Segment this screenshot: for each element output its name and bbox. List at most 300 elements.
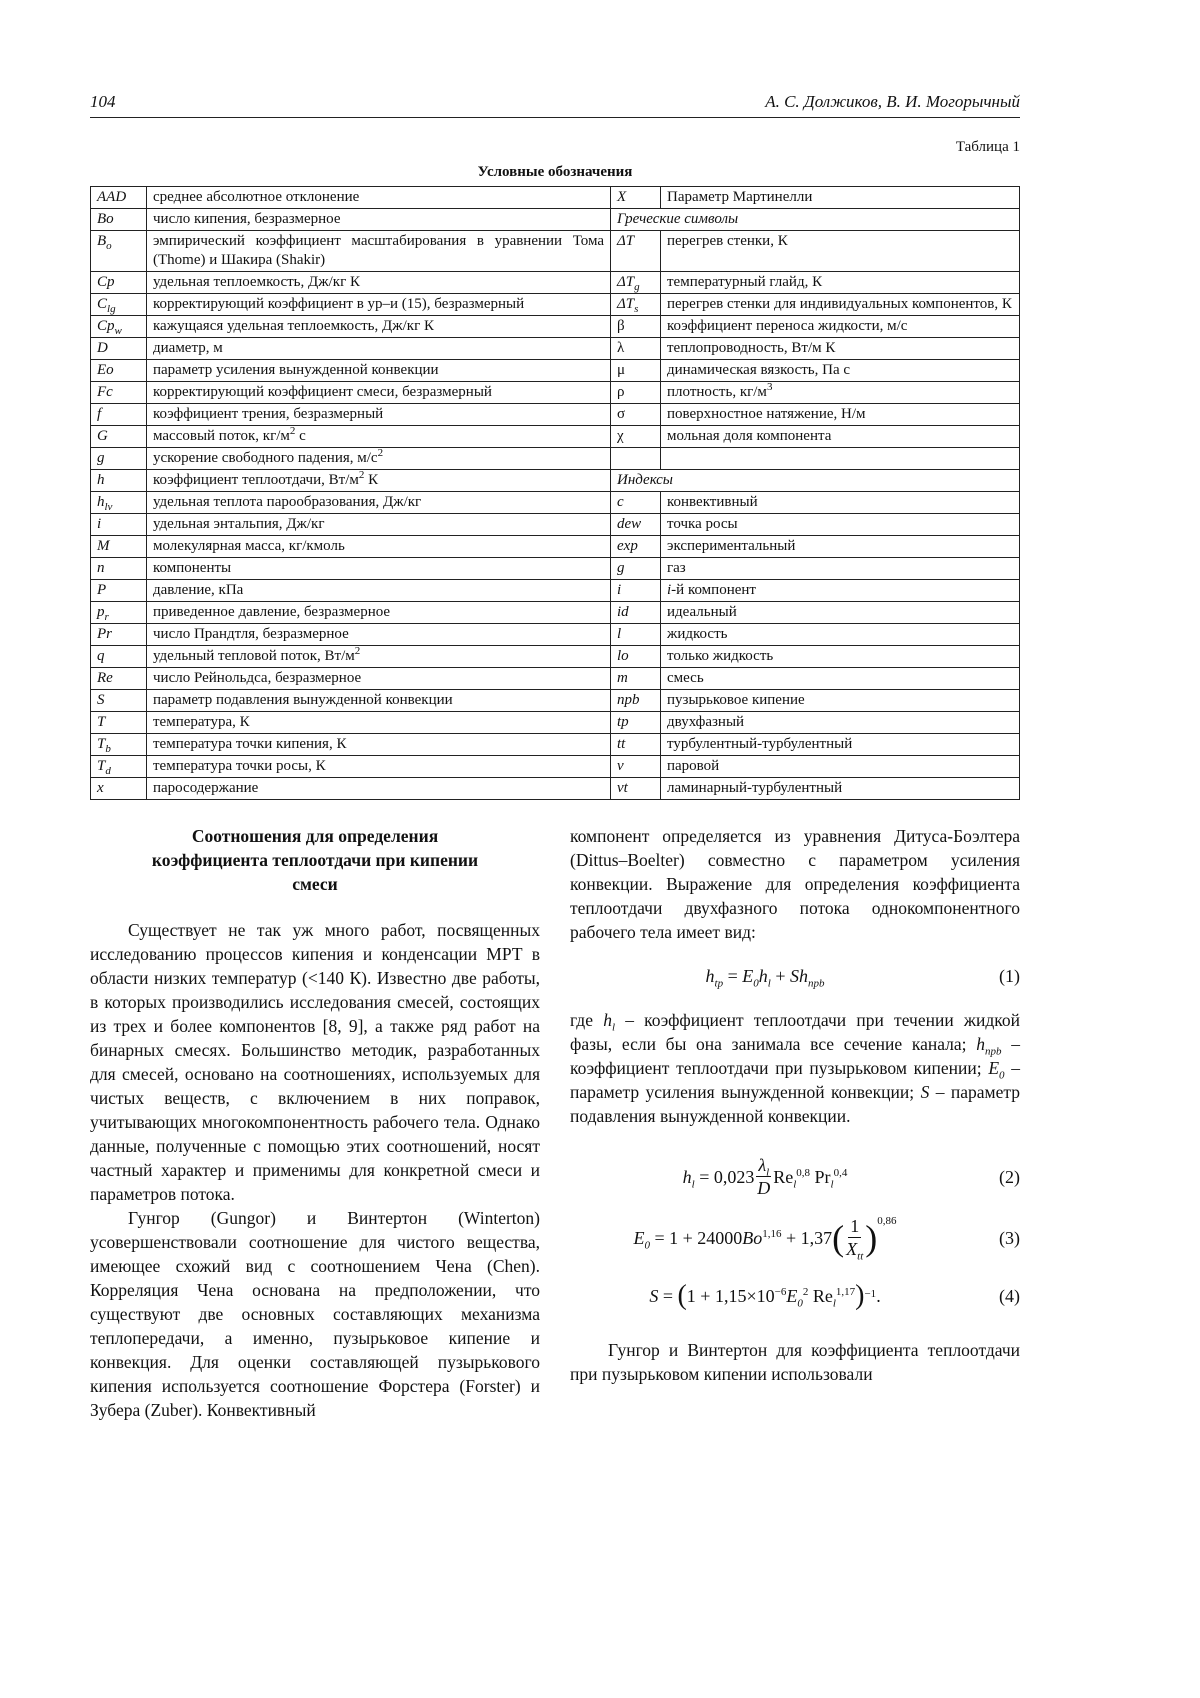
symbol-cell xyxy=(611,294,661,316)
symbol: Pr xyxy=(97,626,112,642)
equation-term xyxy=(758,1155,770,1179)
subscript: tt xyxy=(857,1250,864,1263)
description-cell xyxy=(661,404,1020,426)
symbol-cell xyxy=(91,580,147,602)
table-row xyxy=(91,360,1020,382)
symbol-cell xyxy=(611,360,661,382)
description: температура точки кипения, К xyxy=(153,736,347,752)
symbol-cell xyxy=(611,668,661,690)
description-cell xyxy=(147,558,611,580)
subscript: 0 xyxy=(753,977,759,990)
symbol: id xyxy=(617,604,629,620)
symbol: h xyxy=(758,966,768,986)
description: плотность, кг/м xyxy=(667,384,767,400)
paren: ) xyxy=(865,1217,878,1258)
symbol-cell xyxy=(91,382,147,404)
symbol-cell xyxy=(91,209,147,231)
symbol-cell xyxy=(91,712,147,734)
equation-number: (1) xyxy=(999,966,1020,986)
description: число кипения, безразмерное xyxy=(153,211,341,227)
description-cell xyxy=(661,624,1020,646)
symbol-cell xyxy=(91,360,147,382)
symbol: ( xyxy=(677,1280,687,1311)
description-cell xyxy=(147,734,611,756)
symbol: Pr xyxy=(810,1166,831,1187)
symbol: 1 xyxy=(850,1216,860,1236)
description: температура, К xyxy=(153,714,250,730)
description-suffix: К xyxy=(364,472,379,488)
symbol-cell xyxy=(611,231,661,272)
description: идеальный xyxy=(667,604,737,620)
symbol: Bo xyxy=(97,211,114,227)
symbol-subscript: w xyxy=(114,325,122,337)
symbol: h xyxy=(682,1166,692,1187)
paragraph: Гунгор (Gungor) и Винтертон (Winterton) усовершенствовали соотношение для чистого вещества, имеющее схожий вид с соотношением Чена (Chen). Корреляция Чена основана на предположении, что существуют две основных составляющих механизма теплопередачи, а именно, пузырьковое кипение и конвекция. Для оценки составляющей пузырькового кипения используется соотношение Форстера (Forster) и Зубера (Zuber). Конвективный xyxy=(90,1208,540,1420)
table-row xyxy=(91,734,1020,756)
table-row xyxy=(91,558,1020,580)
description-cell xyxy=(147,382,611,404)
symbol-cell xyxy=(91,448,147,470)
symbol-cell xyxy=(611,624,661,646)
symbol: Re xyxy=(773,1166,794,1187)
symbol-cell xyxy=(91,536,147,558)
equation-term xyxy=(773,1165,810,1189)
left-column xyxy=(90,824,540,1422)
symbol-cell xyxy=(611,756,661,778)
right-column xyxy=(570,824,1020,1386)
description: поверхностное натяжение, Н/м xyxy=(667,406,866,422)
description: коэффициент теплоотдачи, Вт/м xyxy=(153,472,359,488)
description-cell xyxy=(147,690,611,712)
symbol-cell xyxy=(611,316,661,338)
numerator xyxy=(848,1215,861,1238)
equation-term xyxy=(810,1165,847,1189)
symbol: v xyxy=(617,758,624,774)
description-cell xyxy=(147,580,611,602)
symbol: M xyxy=(97,538,110,554)
table-row xyxy=(91,514,1020,536)
description-cell xyxy=(147,316,611,338)
symbol: exp xyxy=(617,538,638,554)
symbol: ΔT xyxy=(617,296,635,312)
symbol: Eo xyxy=(97,362,114,378)
table-row xyxy=(91,602,1020,624)
description-cell xyxy=(661,668,1020,690)
symbol: m xyxy=(617,670,628,686)
exponent: −1 xyxy=(864,1288,877,1300)
subscript: 0 xyxy=(797,1297,803,1310)
superscript: 2 xyxy=(289,425,296,437)
symbol-subscript: d xyxy=(105,765,111,777)
symbol-cell xyxy=(91,404,147,426)
symbol: = 0,023 xyxy=(694,1166,755,1187)
equation-term xyxy=(706,964,724,988)
symbol: E xyxy=(786,1286,798,1306)
description-cell xyxy=(147,602,611,624)
exponent: −6 xyxy=(774,1286,787,1298)
math-subscript: 0 xyxy=(999,1069,1005,1082)
symbol-cell xyxy=(611,734,661,756)
subscript: tp xyxy=(714,977,724,990)
symbol-subscript: lg xyxy=(107,303,116,315)
exponent: 2 xyxy=(802,1286,809,1298)
symbol: Bo xyxy=(742,1227,763,1248)
symbol: tt xyxy=(617,736,626,752)
symbol: λ xyxy=(758,1155,767,1175)
table-row xyxy=(91,187,1020,209)
description: перегрев стенки для индивидуальных компонентов, К xyxy=(667,296,1012,312)
symbol: Re xyxy=(97,670,113,686)
description: перегрев стенки, К xyxy=(667,233,788,249)
paragraph: Гунгор и Винтертон для коэффициента теплоотдачи при пузырьковом кипении использовали xyxy=(570,1340,1020,1384)
description-cell xyxy=(661,492,1020,514)
description: коэффициент трения, безразмерный xyxy=(153,406,384,422)
description-suffix: с xyxy=(295,428,306,444)
equation-term xyxy=(658,1284,677,1308)
table-row xyxy=(91,668,1020,690)
description: турбулентный-турбулентный xyxy=(667,736,853,752)
equation-term xyxy=(771,964,790,988)
table-row xyxy=(91,272,1020,294)
symbol: AAD xyxy=(97,189,127,205)
symbol: 1 + 1,15×10 xyxy=(686,1286,775,1306)
symbol: g xyxy=(97,450,105,466)
symbol: x xyxy=(97,780,104,796)
symbol: h xyxy=(705,966,715,986)
paragraph-where: где $h_l$ – коэффициент теплоотдачи при течении жидкой фазы, если бы она занимала все сечение канала; $h_{npb}$ – коэффициент теплоотдачи при пузырьковом кипении; $E_0$ – параметр усиления вынужденной конвекции; S – параметр подавления вынужденной конвекции. xyxy=(570,1010,1021,1126)
symbol: l xyxy=(617,626,622,642)
symbol-cell xyxy=(91,778,147,800)
table-row xyxy=(91,690,1020,712)
description: коэффициент переноса жидкости, м/с xyxy=(667,318,908,334)
description-cell xyxy=(661,536,1020,558)
equation-3 xyxy=(570,1207,1020,1268)
equation-term xyxy=(846,1239,864,1263)
table-row xyxy=(91,536,1020,558)
description: паровой xyxy=(667,758,720,774)
subscript: 0 xyxy=(644,1239,650,1252)
math-symbol: S xyxy=(920,1082,930,1102)
table-row xyxy=(91,712,1020,734)
equation-term xyxy=(723,964,742,988)
table-number: Таблица 1 xyxy=(955,139,1020,155)
symbol-cell xyxy=(611,536,661,558)
symbol-cell xyxy=(91,470,147,492)
symbol: Sh xyxy=(789,966,808,986)
description: параметр усиления вынужденной конвекции xyxy=(153,362,439,378)
symbol: i xyxy=(97,516,102,532)
equation-term xyxy=(850,1216,859,1236)
description: молекулярная масса, кг/кмоль xyxy=(153,538,345,554)
description: кажущаяся удельная теплоемкость, Дж/кг К xyxy=(153,318,434,334)
subscript: l xyxy=(691,1178,695,1191)
description: диаметр, м xyxy=(153,340,223,356)
description-cell xyxy=(147,272,611,294)
equation-4 xyxy=(570,1268,1020,1324)
running-header-authors: А. С. Должиков, В. И. Могорычный xyxy=(765,92,1020,111)
symbol-subscript: s xyxy=(634,303,639,315)
symbol: β xyxy=(617,318,625,334)
symbol: ΔT xyxy=(617,274,635,290)
exponent: 0,4 xyxy=(833,1166,848,1179)
equation-term xyxy=(757,1178,770,1198)
table-row xyxy=(91,448,1020,470)
math-subscript: l xyxy=(611,1021,615,1034)
symbol-cell xyxy=(611,558,661,580)
symbol: T xyxy=(97,736,106,752)
description: мольная доля компонента xyxy=(667,428,832,444)
table-row xyxy=(91,404,1020,426)
symbol-cell xyxy=(91,668,147,690)
description-cell xyxy=(147,187,611,209)
description-cell xyxy=(147,492,611,514)
subscript: l xyxy=(830,1178,834,1191)
symbol: h xyxy=(97,494,105,510)
symbol-cell xyxy=(611,338,661,360)
math-symbol: h xyxy=(976,1034,986,1054)
description: корректирующий коэффициент в ур–и (15), безразмерный xyxy=(153,296,525,312)
symbol: f xyxy=(97,406,102,422)
description-cell xyxy=(147,514,611,536)
fraction xyxy=(846,1215,864,1263)
equation-term xyxy=(786,1284,808,1308)
equation-term xyxy=(876,1284,881,1308)
description-cell xyxy=(147,756,611,778)
symbol: Fc xyxy=(97,384,113,400)
table-row xyxy=(91,316,1020,338)
symbol-cell xyxy=(91,294,147,316)
description: экспериментальный xyxy=(667,538,796,554)
description-cell xyxy=(147,668,611,690)
description-italic: i xyxy=(667,582,672,598)
symbol-cell xyxy=(611,602,661,624)
symbol: ΔT xyxy=(617,233,635,249)
symbol-cell xyxy=(611,426,661,448)
equation-term xyxy=(683,1165,695,1189)
description: конвективный xyxy=(667,494,758,510)
symbol-cell xyxy=(611,382,661,404)
symbol-cell xyxy=(611,580,661,602)
description: удельный тепловой поток, Вт/м xyxy=(153,648,355,664)
equation-term xyxy=(677,1276,686,1316)
equation-term xyxy=(650,1226,742,1250)
description: температура точки росы, К xyxy=(153,758,326,774)
description: температурный глайд, К xyxy=(667,274,823,290)
table-section-label: Греческие символы xyxy=(611,209,1020,231)
equation-number: (4) xyxy=(999,1286,1020,1306)
description-cell xyxy=(661,690,1020,712)
description-cell xyxy=(661,514,1020,536)
symbol: h xyxy=(97,472,105,488)
description: давление, кПа xyxy=(153,582,244,598)
description: ламинарный-турбулентный xyxy=(667,780,843,796)
equation-2 xyxy=(570,1146,1020,1207)
symbol: vt xyxy=(617,780,628,796)
description-cell xyxy=(147,294,611,316)
symbol-cell xyxy=(91,316,147,338)
symbol-cell xyxy=(91,338,147,360)
symbol: p xyxy=(97,604,105,620)
exponent: 0,86 xyxy=(877,1215,897,1227)
equation-term xyxy=(695,1165,755,1189)
superscript: 3 xyxy=(766,381,773,393)
symbol-subscript: o xyxy=(106,240,112,252)
symbol: S xyxy=(97,692,105,708)
symbol: G xyxy=(97,428,108,444)
table-row xyxy=(91,492,1020,514)
fraction xyxy=(756,1154,771,1199)
description: двухфазный xyxy=(667,714,745,730)
description-cell xyxy=(661,187,1020,209)
symbol: σ xyxy=(617,406,626,422)
description-cell xyxy=(147,624,611,646)
description-cell xyxy=(661,382,1020,404)
symbol: q xyxy=(97,648,105,664)
table-row xyxy=(91,778,1020,800)
symbol-cell xyxy=(91,756,147,778)
description: смесь xyxy=(667,670,704,686)
description: точка росы xyxy=(667,516,738,532)
description-cell xyxy=(147,712,611,734)
equation-number: (3) xyxy=(999,1227,1020,1248)
description: динамическая вязкость, Па с xyxy=(667,362,851,378)
symbol: = 1 + 24000 xyxy=(649,1227,743,1248)
description-cell xyxy=(147,646,611,668)
symbol: B xyxy=(97,233,107,249)
table-row xyxy=(91,624,1020,646)
symbol: X xyxy=(846,1239,858,1259)
symbol-cell xyxy=(91,558,147,580)
denominator xyxy=(757,1177,770,1199)
table-row xyxy=(91,470,1020,492)
equation-term xyxy=(832,1215,897,1263)
symbol-cell xyxy=(91,187,147,209)
description-cell xyxy=(661,778,1020,800)
exponent: 1,17 xyxy=(835,1286,856,1298)
symbol-cell xyxy=(91,690,147,712)
exponent: 0,8 xyxy=(796,1166,811,1179)
equation-term xyxy=(855,1276,876,1316)
symbol: T xyxy=(97,714,106,730)
description-cell xyxy=(661,734,1020,756)
description-cell xyxy=(661,646,1020,668)
symbol-cell xyxy=(91,624,147,646)
symbol: ) xyxy=(855,1280,865,1311)
description-cell xyxy=(147,470,611,492)
symbol-cell xyxy=(611,690,661,712)
symbol: dew xyxy=(617,516,642,532)
symbol-subscript: lv xyxy=(104,501,113,513)
description: паросодержание xyxy=(153,780,259,796)
description: параметр подавления вынужденной конвекции xyxy=(153,692,453,708)
description: компоненты xyxy=(153,560,232,576)
subscript: l xyxy=(767,977,771,990)
numerator xyxy=(756,1154,771,1177)
description-cell xyxy=(661,448,1020,470)
symbol-cell xyxy=(91,514,147,536)
symbol: S xyxy=(649,1286,659,1306)
description-cell xyxy=(147,448,611,470)
equation-term xyxy=(649,1284,658,1308)
paragraph: компонент определяется из уравнения Дитуса-Боэлтера (Dittus–Boelter) совместно с параметром усиления конвекции. Выражение для определения коэффициента теплоотдачи двухфазного потока однокомпонентного рабочего тела имеет вид: xyxy=(570,826,1020,942)
symbol: . xyxy=(876,1286,881,1306)
symbol: g xyxy=(617,560,625,576)
description: теплопроводность, Вт/м К xyxy=(667,340,836,356)
description-cell xyxy=(661,580,1020,602)
symbol: μ xyxy=(617,362,626,378)
symbol: Cp xyxy=(97,274,115,290)
symbol: n xyxy=(97,560,105,576)
equation-term xyxy=(633,1226,650,1250)
symbol-cell xyxy=(611,778,661,800)
symbol-cell xyxy=(91,492,147,514)
subscript: l xyxy=(832,1297,836,1310)
symbol: E xyxy=(742,966,754,986)
symbol-subscript: b xyxy=(105,743,111,755)
superscript: 2 xyxy=(354,645,361,657)
symbol-subscript: r xyxy=(104,611,109,623)
table-row xyxy=(91,338,1020,360)
table-row xyxy=(91,756,1020,778)
description-cell xyxy=(147,338,611,360)
description-cell xyxy=(661,272,1020,294)
description-cell xyxy=(661,756,1020,778)
equation-term xyxy=(790,964,825,988)
subscript: l xyxy=(766,1166,770,1179)
symbol: λ xyxy=(617,340,625,356)
symbol-cell xyxy=(91,272,147,294)
description-cell xyxy=(147,426,611,448)
description: среднее абсолютное отклонение xyxy=(153,189,360,205)
equation-number: (2) xyxy=(999,1166,1020,1187)
symbol-cell xyxy=(611,187,661,209)
table-title: Условные обозначения xyxy=(477,164,633,180)
nomenclature-table xyxy=(90,186,1020,800)
symbol-cell xyxy=(611,492,661,514)
symbol-subscript: g xyxy=(634,281,640,293)
description: ускорение свободного падения, м/с xyxy=(153,450,378,466)
symbol: D xyxy=(97,340,108,356)
two-column-body xyxy=(90,824,1020,1422)
paragraph: Существует не так уж много работ, посвященных исследованию процессов кипения и конденсации МРТ в области низких температур (<140 К). Известно две работы, в которых производились исследования смесей, состоящих из трех и более компонентов [8, 9], а также ряд работ на бинарных смесях. Большинство методик, разработанных для смесей, основано на соотношениях, используемых для чистых веществ, с включением в них поправок, учитывающих многокомпонентность рабочего тела. Однако данные, полученные с помощью этих соотношений, носят частный характер и применимы для конкретной смеси и параметров потока. xyxy=(90,920,540,1204)
table-row xyxy=(91,382,1020,404)
symbol: + xyxy=(770,966,790,986)
equation-term xyxy=(754,1154,773,1199)
description: газ xyxy=(667,560,686,576)
description-cell xyxy=(661,558,1020,580)
table-row xyxy=(91,426,1020,448)
denominator xyxy=(846,1238,864,1263)
math-subscript: npb xyxy=(985,1045,1002,1058)
symbol: c xyxy=(617,494,624,510)
table-row xyxy=(91,580,1020,602)
description-cell xyxy=(661,294,1020,316)
exponent: 1,16 xyxy=(762,1227,782,1240)
equation-term xyxy=(742,1226,781,1250)
equation-term xyxy=(759,964,771,988)
description: корректирующий коэффициент смеси, безразмерный xyxy=(153,384,492,400)
description: число Прандтля, безразмерное xyxy=(153,626,349,642)
symbol: = xyxy=(658,1286,678,1306)
description: -й компонент xyxy=(671,582,756,598)
symbol: Re xyxy=(808,1286,833,1306)
description: массовый поток, кг/м xyxy=(153,428,290,444)
description: число Рейнольдса, безразмерное xyxy=(153,670,362,686)
math-symbol: E xyxy=(988,1058,1000,1078)
equation-1 xyxy=(570,956,1020,996)
symbol: T xyxy=(97,758,106,774)
symbol: lo xyxy=(617,648,629,664)
